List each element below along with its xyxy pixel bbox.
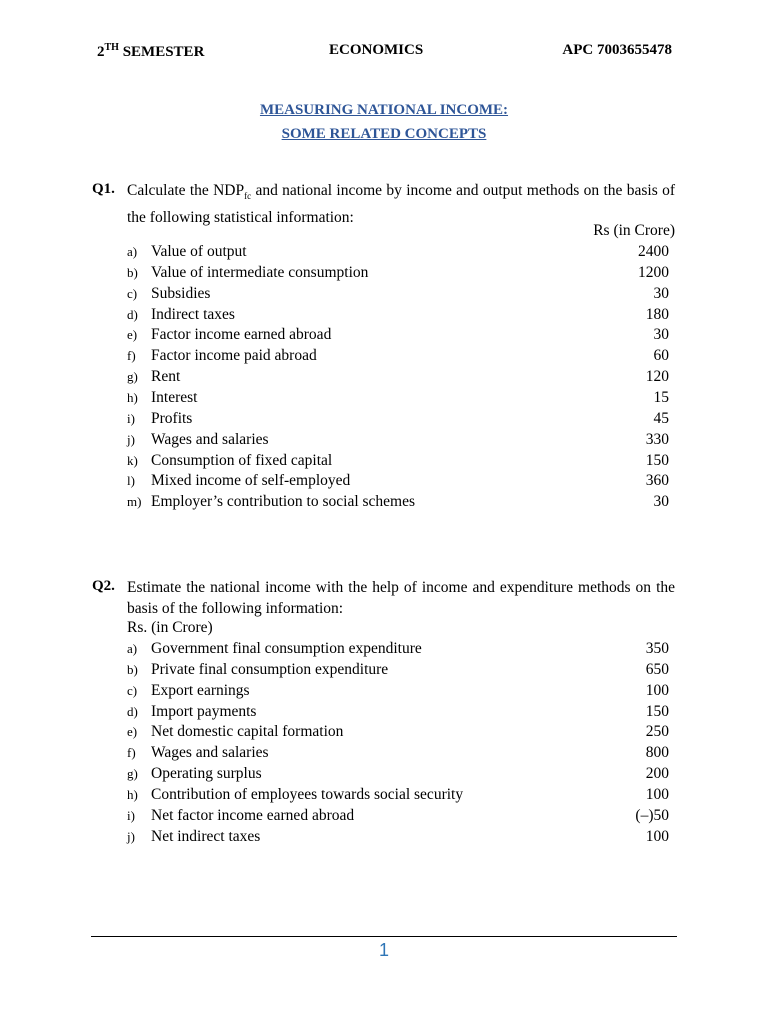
item-letter: f): [127, 745, 136, 761]
item-label: Net domestic capital formation: [151, 723, 344, 741]
item-label: Factor income earned abroad: [151, 326, 332, 344]
page-number: 1: [378, 940, 389, 960]
item-value: 100: [645, 827, 669, 845]
item-value: 350: [645, 640, 669, 657]
list-item: [127, 410, 675, 431]
item-letter: e): [127, 327, 138, 343]
item-label: Value of output: [151, 243, 247, 260]
subject-label: ECONOMICS: [329, 42, 424, 58]
item-label: Government final consumption expenditure: [151, 640, 422, 657]
item-value: 200: [645, 765, 669, 783]
question-1-label: Q1.: [92, 181, 115, 197]
item-label: Profits: [151, 409, 193, 427]
question-2-unit: Rs. (in Crore): [127, 619, 213, 636]
item-value: 100: [645, 785, 669, 803]
list-item: [127, 264, 675, 285]
list-item: [127, 828, 675, 849]
question-2-label: Q2.: [92, 578, 115, 594]
list-item: [127, 285, 675, 306]
item-letter: h): [127, 389, 138, 405]
item-label: Wages and salaries: [151, 744, 269, 762]
contact-label: APC 7003655478: [562, 42, 672, 58]
list-item: [127, 452, 675, 473]
item-letter: d): [127, 703, 138, 719]
list-item: [127, 807, 675, 828]
item-letter: f): [127, 348, 136, 364]
item-value: 180: [645, 305, 669, 323]
item-letter: b): [127, 264, 138, 280]
item-value: 150: [645, 702, 669, 720]
list-item: [127, 306, 675, 327]
item-letter: j): [127, 431, 135, 447]
item-letter: i): [127, 410, 135, 426]
list-item: [127, 703, 675, 724]
item-letter: b): [127, 661, 138, 677]
item-label: Interest: [151, 388, 198, 406]
document-title-line1: MEASURING NATIONAL INCOME:: [259, 102, 509, 118]
item-letter: h): [127, 786, 138, 802]
question-1-subscript: fc: [244, 191, 252, 202]
item-value: 30: [653, 284, 669, 302]
item-label: Import payments: [151, 702, 257, 720]
item-letter: c): [127, 285, 138, 301]
list-item: [127, 368, 675, 389]
item-label: Subsidies: [151, 284, 211, 302]
list-item: [127, 640, 675, 661]
item-label: Wages and salaries: [151, 430, 269, 448]
item-letter: i): [127, 807, 135, 823]
semester-superscript: TH: [104, 42, 119, 53]
item-label: Private final consumption expenditure: [151, 660, 389, 678]
item-letter: c): [127, 682, 138, 698]
item-letter: a): [127, 244, 138, 259]
item-value: 2400: [638, 243, 669, 260]
list-item: [127, 723, 675, 744]
item-label: Indirect taxes: [151, 305, 235, 323]
item-value: 650: [645, 660, 669, 678]
item-value: 15: [653, 388, 669, 406]
semester-label: [97, 42, 204, 61]
item-value: 800: [645, 744, 669, 762]
question-1-unit: Rs (in Crore): [593, 222, 675, 239]
list-item: [127, 243, 675, 264]
list-item: [127, 765, 675, 786]
question-1-text: [127, 180, 675, 228]
item-label: Export earnings: [151, 681, 250, 699]
item-label: Net indirect taxes: [151, 827, 261, 845]
item-label: Consumption of fixed capital: [151, 451, 333, 469]
item-letter: m): [127, 494, 142, 510]
list-item: [127, 472, 675, 493]
item-letter: l): [127, 473, 135, 489]
list-item: [127, 661, 675, 682]
item-value: 30: [653, 326, 669, 344]
list-item: [127, 326, 675, 347]
list-item: [127, 347, 675, 368]
item-letter: a): [127, 641, 138, 656]
item-value: 330: [645, 430, 669, 448]
list-item: [127, 744, 675, 765]
list-item: [127, 682, 675, 703]
list-item: [127, 493, 675, 514]
list-item: [127, 389, 675, 410]
item-letter: e): [127, 724, 138, 740]
question-1-text-start: Calculate the NDP: [127, 182, 245, 199]
semester-number: 2: [97, 44, 105, 60]
item-letter: k): [127, 452, 138, 468]
item-label: Factor income paid abroad: [151, 347, 317, 365]
item-label: Employer’s contribution to social schemes: [151, 493, 416, 511]
item-letter: j): [127, 828, 135, 844]
item-value: 30: [653, 493, 669, 511]
item-letter: g): [127, 766, 138, 782]
item-value: 150: [645, 451, 669, 469]
item-value: 45: [653, 409, 669, 427]
item-value: 250: [645, 723, 669, 741]
question-2-text: Estimate the national income with the help of income and expenditure methods on the basis of the following information:: [127, 579, 675, 617]
item-value: 360: [645, 472, 669, 490]
item-label: Value of intermediate consumption: [151, 263, 369, 281]
item-value: 100: [645, 681, 669, 699]
semester-text: SEMESTER: [118, 44, 205, 60]
item-label: Operating surplus: [151, 765, 262, 783]
item-value: 1200: [638, 263, 669, 281]
item-letter: g): [127, 369, 138, 385]
item-label: Net factor income earned abroad: [151, 806, 355, 824]
list-item: [127, 431, 675, 452]
item-label: Mixed income of self-employed: [151, 472, 351, 490]
page-header: [97, 42, 672, 62]
item-value: 120: [645, 368, 669, 386]
item-letter: d): [127, 306, 138, 322]
item-value: 60: [653, 347, 669, 365]
document-title-line2: SOME RELATED CONCEPTS: [281, 126, 487, 142]
item-label: Contribution of employees towards social security: [151, 785, 464, 803]
footer-divider: [91, 936, 677, 937]
list-item: [127, 786, 675, 807]
item-label: Rent: [151, 368, 181, 386]
question-1-text-end: and national income by income and output methods on the basis of the following statistical information:: [127, 182, 675, 227]
item-value: (–)50: [635, 806, 669, 824]
